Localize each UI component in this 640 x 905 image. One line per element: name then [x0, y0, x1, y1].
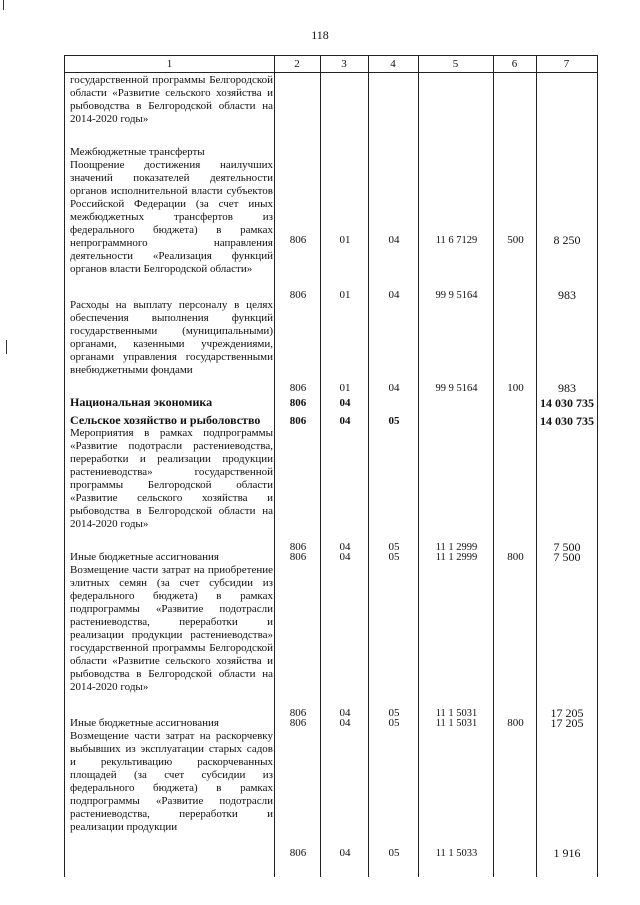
row-c4: 04 — [388, 234, 400, 246]
row-c2: 806 — [289, 289, 307, 301]
row-c5: 99 9 5164 — [435, 383, 478, 394]
row-c5: 11 1 5031 — [435, 708, 478, 719]
row-c4: 05 — [388, 415, 400, 427]
row-description: Сельское хозяйство и рыболовство — [70, 413, 261, 427]
page-number: 118 — [311, 28, 329, 42]
row-description: Возмещение части затрат на раскорчевку выбывших из эксплуатации старых садов и рекультивацию раскорчеванных площадей (за счет субсидии из федерального бюджета) в рамках подпрограммы «Развитие подотрасли растениеводства, переработки и реализации продукции — [70, 730, 273, 833]
row-c7: 17 205 — [550, 706, 584, 720]
header-col-3: 3 — [341, 58, 347, 70]
row-c6: 800 — [507, 551, 524, 563]
row-c3: 04 — [339, 847, 351, 859]
row-c4: 05 — [388, 707, 400, 719]
table-header — [65, 56, 597, 73]
row-c4: 05 — [388, 717, 400, 729]
row-c7: 7 500 — [553, 550, 581, 564]
header-col-7: 7 — [563, 58, 570, 70]
header-col-2: 2 — [294, 58, 300, 70]
scan-edge-mark-top — [3, 0, 4, 10]
row-c7: 7 500 — [553, 540, 581, 554]
row-description: Национальная экономика — [70, 395, 213, 409]
row-c7: 14 030 735 — [540, 396, 594, 410]
column-divider — [368, 56, 369, 877]
row-c3: 01 — [339, 382, 351, 394]
row-c6: 800 — [507, 717, 524, 729]
header-col-5: 5 — [452, 58, 459, 70]
row-c7: 17 205 — [550, 716, 584, 730]
row-c4: 05 — [388, 551, 400, 563]
row-c6: 500 — [507, 234, 524, 246]
row-c3: 04 — [339, 551, 351, 563]
row-c5: 11 6 7129 — [435, 235, 478, 246]
header-col-6: 6 — [511, 58, 518, 70]
column-divider — [536, 56, 537, 877]
row-c4: 05 — [388, 847, 400, 859]
row-c2: 806 — [289, 397, 307, 409]
row-c5: 11 1 2999 — [435, 552, 478, 563]
row-c4: 04 — [388, 382, 400, 394]
row-description: Расходы на выплату персоналу в целях обеспечения выполнения функций государственными (муниципальными) органами, казенными учреждениями, органами управления государственными внебюджетными фондами — [70, 299, 273, 376]
row-c2: 806 — [289, 707, 307, 719]
row-c3: 04 — [339, 717, 351, 729]
row-c3: 04 — [339, 415, 351, 427]
row-description: Возмещение части затрат на приобретение элитных семян (за счет субсидии из федерального бюджета) в рамках подпрограммы «Развитие подотрасли растениеводства, переработки и реализации продукции растениеводства» государственной программы Белгородской области «Развитие сельского хозяйства и рыбоводства в Белгородской области на 2014-2020 годы» — [70, 564, 273, 693]
header-col-4: 4 — [390, 58, 396, 70]
row-c2: 806 — [289, 382, 307, 394]
row-c7: 1 916 — [553, 846, 581, 860]
row-description: Поощрение достижения наилучших значений показателей деятельности органов исполнительной власти субъектов Российской Федерации (за счет иных межбюджетных трансфертов из федерального бюджета) в рамках непрограммного направления деятельности «Реализация функций органов власти Белгородской области» — [70, 159, 273, 275]
row-c5: 11 1 2999 — [435, 542, 478, 553]
column-divider — [320, 56, 321, 877]
row-c2: 806 — [289, 415, 307, 427]
row-c3: 01 — [339, 289, 351, 301]
row-c7: 14 030 735 — [540, 414, 594, 428]
row-c5: 11 1 5031 — [435, 718, 478, 729]
row-c2: 806 — [289, 551, 307, 563]
row-description: Иные бюджетные ассигнования — [70, 551, 219, 563]
column-divider — [493, 56, 494, 877]
scan-edge-mark-left — [6, 340, 7, 354]
row-c2: 806 — [289, 717, 307, 729]
row-c2: 806 — [289, 541, 307, 553]
column-divider — [418, 56, 419, 877]
row-description: Межбюджетные трансферты — [70, 146, 205, 158]
row-c7: 983 — [558, 381, 576, 395]
row-description: Мероприятия в рамках подпрограммы «Развитие подотрасли растениеводства, переработки и реализации продукции растениеводства» государственной программы Белгородской области «Развитие сельского хозяйства и рыбоводства в Белгородской области на 2014-2020 годы» — [70, 427, 273, 530]
row-c7: 8 250 — [553, 233, 581, 247]
row-c3: 04 — [339, 397, 351, 409]
row-c3: 04 — [339, 541, 351, 553]
row-c3: 04 — [339, 707, 351, 719]
row-c7: 983 — [558, 288, 576, 302]
row-description: государственной программы Белгородской области «Развитие сельского хозяйства и рыбоводства в Белгородской области на 2014-2020 годы» — [70, 74, 273, 125]
row-c5: 11 1 5033 — [435, 848, 478, 859]
row-c6: 100 — [507, 382, 524, 394]
row-c5: 99 9 5164 — [435, 290, 478, 301]
row-description: Иные бюджетные ассигнования — [70, 717, 219, 729]
row-c2: 806 — [289, 234, 307, 246]
column-divider — [274, 56, 275, 877]
row-c2: 806 — [289, 847, 307, 859]
row-c4: 04 — [388, 289, 400, 301]
header-col-1: 1 — [166, 58, 173, 70]
row-c4: 05 — [388, 541, 400, 553]
budget-table — [64, 55, 598, 877]
row-c3: 01 — [339, 234, 351, 246]
